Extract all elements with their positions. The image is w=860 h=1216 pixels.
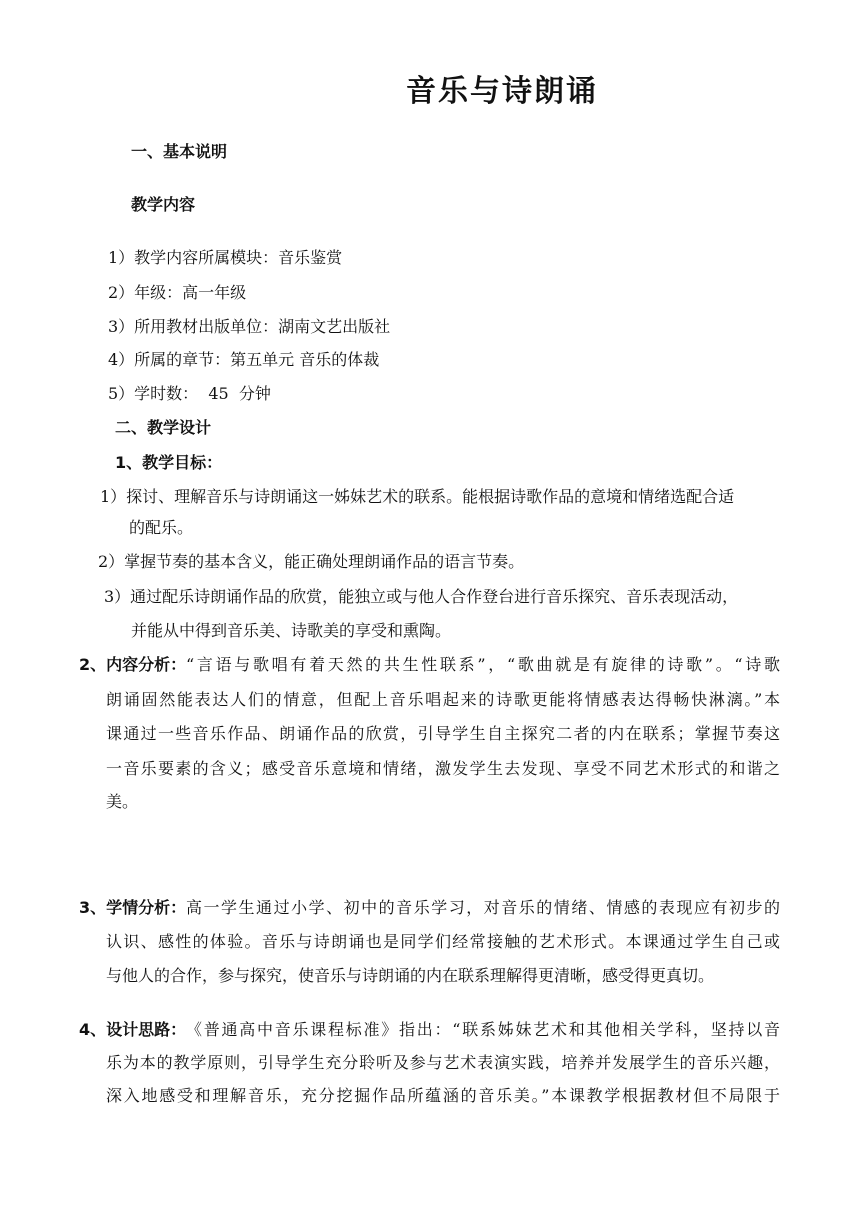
design-idea-label: 4、设计思路： xyxy=(79,1020,187,1039)
content-analysis-line-4: 一音乐要素的含义；感受音乐意境和情绪，激发学生去发现、享受不同艺术形式的和谐之 xyxy=(106,759,780,778)
design-idea-line-1: 《普通高中音乐课程标准》指出：“联系姊妹艺术和其他相关学科，坚持以音 xyxy=(186,1020,780,1039)
info-item-module: 1）教学内容所属模块：音乐鉴赏 xyxy=(108,248,343,267)
info-item-publisher: 3）所用教材出版单位：湖南文艺出版社 xyxy=(108,317,391,336)
goal-3-line-1: 3）通过配乐诗朗诵作品的欣赏，能独立或与他人合作登台进行音乐探究、音乐表现活动， xyxy=(104,587,739,606)
info-item-duration: 5）学时数： 45 分钟 xyxy=(108,384,271,403)
learner-analysis-label: 3、学情分析： xyxy=(79,898,187,917)
info-item-chapter: 4）所属的章节：第五单元 音乐的体裁 xyxy=(108,350,380,369)
learner-analysis-line-2: 认识、感性的体验。音乐与诗朗诵也是同学们经常接触的艺术形式。本课通过学生自己或 xyxy=(106,932,780,951)
learner-analysis-line-1: 高一学生通过小学、初中的音乐学习，对音乐的情绪、情感的表现应有初步的 xyxy=(186,898,780,917)
learner-analysis-line-3: 与他人的合作，参与探究，使音乐与诗朗诵的内在联系理解得更清晰，感受得更真切。 xyxy=(106,966,715,985)
section1-heading: 一、基本说明 xyxy=(131,142,228,161)
content-analysis-line-2: 朗诵固然能表达人们的情意，但配上音乐唱起来的诗歌更能将情感表达得畅快淋漓。”本 xyxy=(106,690,780,709)
info-item-grade: 2）年级：高一年级 xyxy=(108,283,247,302)
goal-2: 2）掌握节奏的基本含义，能正确处理朗诵作品的语言节奏。 xyxy=(98,552,525,571)
page-title: 音乐与诗朗诵 xyxy=(406,74,598,109)
goal-1-line-2: 的配乐。 xyxy=(129,518,194,537)
content-analysis-line-1: “言语与歌唱有着天然的共生性联系”，“歌曲就是有旋律的诗歌”。“诗歌 xyxy=(186,655,780,674)
section2-heading: 二、教学设计 xyxy=(115,418,212,437)
goals-heading: 1、教学目标： xyxy=(115,453,223,472)
design-idea-line-3: 深入地感受和理解音乐，充分挖掘作品所蕴涵的音乐美。”本课教学根据教材但不局限于 xyxy=(106,1086,780,1105)
design-idea-line-2: 乐为本的教学原则，引导学生充分聆听及参与艺术表演实践，培养并发展学生的音乐兴趣， xyxy=(106,1053,780,1072)
content-analysis-line-3: 课通过一些音乐作品、朗诵作品的欣赏，引导学生自主探究二者的内在联系；掌握节奏这 xyxy=(106,724,780,743)
content-analysis-label: 2、内容分析： xyxy=(79,655,187,674)
goal-1-line-1: 1）探讨、理解音乐与诗朗诵这一姊妹艺术的联系。能根据诗歌作品的意境和情绪选配合适 xyxy=(100,487,735,506)
teaching-content-subheading: 教学内容 xyxy=(131,195,196,214)
content-analysis-line-5: 美。 xyxy=(106,792,139,811)
goal-3-line-2: 并能从中得到音乐美、诗歌美的享受和熏陶。 xyxy=(131,621,452,640)
